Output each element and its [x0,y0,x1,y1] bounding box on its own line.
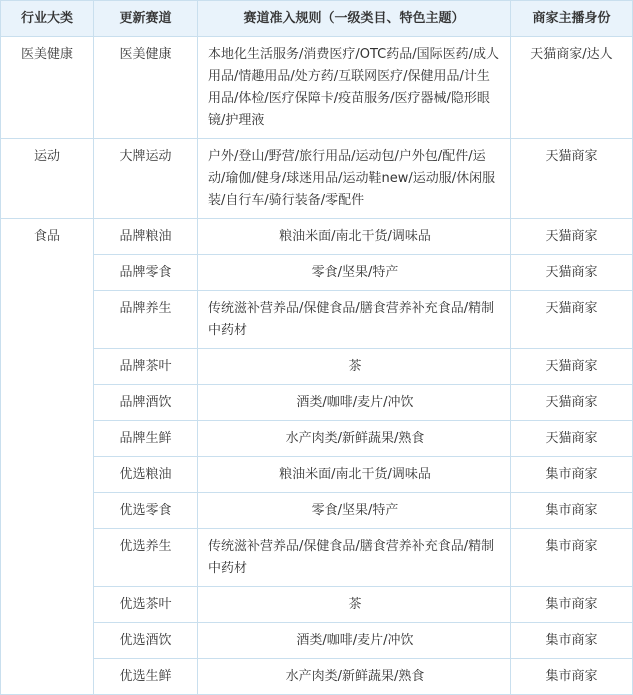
track-cell: 优选生鲜 [94,659,198,695]
table-row [1,493,633,529]
rule-cell: 零食/坚果/特产 [198,255,511,291]
role-cell: 集市商家 [511,659,633,695]
role-cell: 天猫商家 [511,255,633,291]
rule-cell: 酒类/咖啡/麦片/冲饮 [198,623,511,659]
role-cell: 天猫商家 [511,385,633,421]
rule-cell: 零食/坚果/特产 [198,493,511,529]
table-row [1,529,633,587]
track-cell: 品牌零食 [94,255,198,291]
rule-cell: 户外/登山/野营/旅行用品/运动包/户外包/配件/运动/瑜伽/健身/球迷用品/运动鞋new/运动服/休闲服装/自行车/骑行装备/零配件 [198,139,511,219]
track-cell: 品牌生鲜 [94,421,198,457]
header-industry: 行业大类 [1,1,94,37]
rule-cell: 茶 [198,587,511,623]
track-cell: 品牌茶叶 [94,349,198,385]
rule-cell: 粮油米面/南北干货/调味品 [198,457,511,493]
track-cell: 优选酒饮 [94,623,198,659]
table-row [1,421,633,457]
track-cell: 优选粮油 [94,457,198,493]
role-cell: 天猫商家 [511,291,633,349]
role-cell: 天猫商家 [511,219,633,255]
track-cell: 品牌粮油 [94,219,198,255]
role-cell: 天猫商家/达人 [511,37,633,139]
rule-cell: 传统滋补营养品/保健食品/膳食营养补充食品/精制中药材 [198,291,511,349]
track-cell: 品牌养生 [94,291,198,349]
table-row [1,255,633,291]
role-cell: 集市商家 [511,529,633,587]
rule-cell: 本地化生活服务/消费医疗/OTC药品/国际医药/成人用品/情趣用品/处方药/互联网医疗/保健用品/计生用品/体检/医疗保障卡/疫苗服务/医疗器械/隐形眼镜/护理液 [198,37,511,139]
track-cell: 优选养生 [94,529,198,587]
role-cell: 集市商家 [511,623,633,659]
track-cell: 医美健康 [94,37,198,139]
table-row [1,457,633,493]
industry-cell: 运动 [1,139,94,219]
rule-cell: 茶 [198,349,511,385]
table-row [1,587,633,623]
rule-cell: 传统滋补营养品/保健食品/膳食营养补充食品/精制中药材 [198,529,511,587]
header-track: 更新赛道 [94,1,198,37]
role-cell: 天猫商家 [511,421,633,457]
industry-cell: 食品 [1,219,94,695]
role-cell: 集市商家 [511,493,633,529]
header-row [1,1,633,37]
rule-cell: 酒类/咖啡/麦片/冲饮 [198,385,511,421]
track-cell: 优选茶叶 [94,587,198,623]
table-row [1,623,633,659]
table-row [1,349,633,385]
track-cell: 品牌酒饮 [94,385,198,421]
role-cell: 天猫商家 [511,139,633,219]
header-role: 商家主播身份 [511,1,633,37]
table-row [1,291,633,349]
rule-cell: 水产肉类/新鲜蔬果/熟食 [198,659,511,695]
track-cell: 大牌运动 [94,139,198,219]
role-cell: 集市商家 [511,587,633,623]
industry-cell: 医美健康 [1,37,94,139]
table-row [1,139,633,219]
table-row [1,219,633,255]
rule-cell: 粮油米面/南北干货/调味品 [198,219,511,255]
table-row [1,385,633,421]
track-cell: 优选零食 [94,493,198,529]
role-cell: 天猫商家 [511,349,633,385]
header-rule: 赛道准入规则（一级类目、特色主题） [198,1,511,37]
table-row [1,37,633,139]
role-cell: 集市商家 [511,457,633,493]
rule-cell: 水产肉类/新鲜蔬果/熟食 [198,421,511,457]
